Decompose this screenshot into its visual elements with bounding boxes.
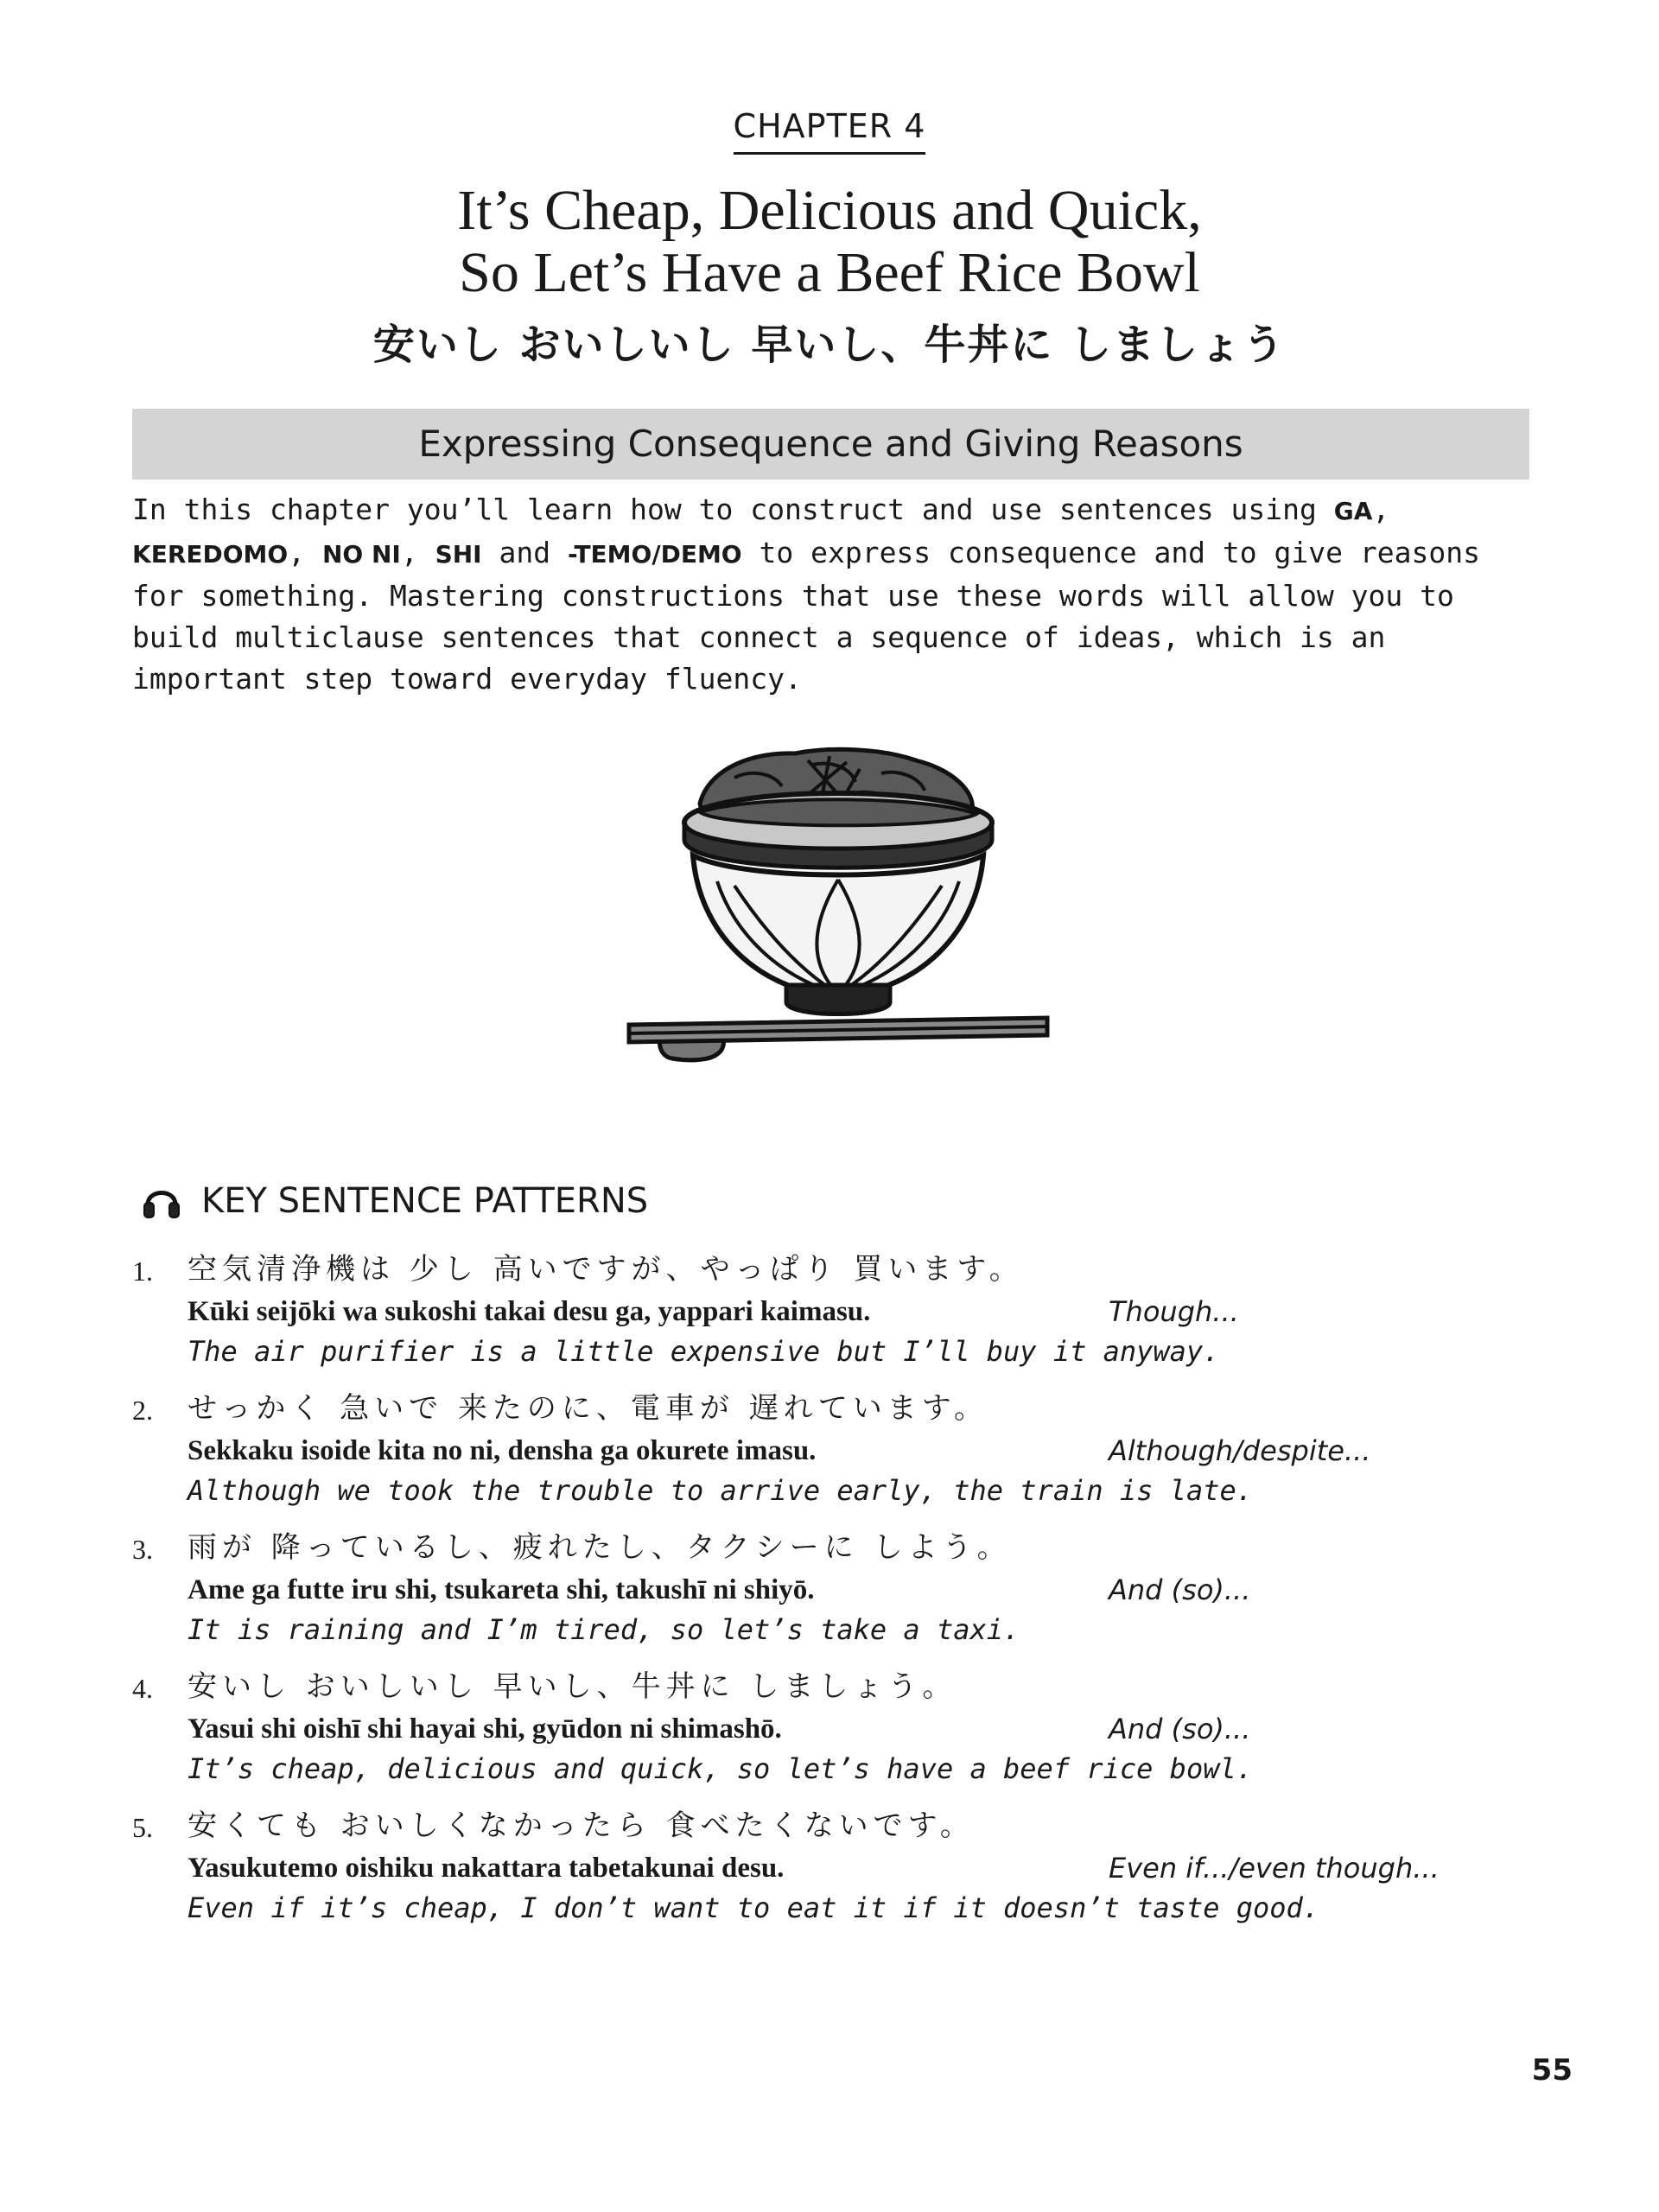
- item-number: 2.: [132, 1395, 153, 1426]
- section-heading: Expressing Consequence and Giving Reasons: [132, 409, 1529, 480]
- romaji-sentence: Kūki seijōki wa sukoshi takai desu ga, yappari kaimasu.: [188, 1296, 871, 1327]
- english-translation: Even if it’s cheap, I don’t want to eat it if it doesn’t taste good.: [188, 1891, 1320, 1924]
- grammar-note: And (so)...: [1109, 1713, 1251, 1745]
- romaji-sentence: Ame ga futte iru shi, tsukareta shi, takushī ni shiyō.: [188, 1574, 815, 1605]
- intro-text: ,: [288, 536, 322, 569]
- intro-text: and: [481, 536, 568, 569]
- keyword-temo-demo: -TEMO/DEMO: [567, 540, 742, 569]
- intro-text: ,: [400, 536, 435, 569]
- list-item: [132, 1527, 1549, 1666]
- keyword-ga: GA: [1333, 497, 1373, 525]
- key-sentence-list: [132, 1249, 1549, 1944]
- key-sentence-patterns-header: [141, 1175, 648, 1227]
- chapter-title-line-2: So Let’s Have a Beef Rice Bowl: [459, 241, 1200, 304]
- english-translation: It is raining and I’m tired, so let’s take a taxi.: [188, 1613, 1020, 1646]
- keyword-shi: SHI: [435, 540, 482, 569]
- intro-paragraph: [132, 489, 1532, 700]
- grammar-note: Though...: [1109, 1295, 1239, 1328]
- chapter-title-japanese: 安いし おいしいし 早いし、牛丼に しましょう: [372, 321, 1287, 369]
- list-item: [132, 1249, 1549, 1388]
- japanese-sentence: 安いし おいしいし 早いし、牛丼に しましょう。: [188, 1669, 957, 1704]
- intro-text: ,: [1372, 493, 1390, 526]
- chapter-label: [0, 107, 1659, 155]
- item-number: 4.: [132, 1673, 153, 1704]
- headphones-icon: [141, 1180, 182, 1222]
- intro-text: In this chapter you’ll learn how to construct and use sentences using: [132, 493, 1334, 526]
- grammar-note: Even if.../even though...: [1109, 1852, 1440, 1885]
- japanese-sentence: 空気清浄機は 少し 高いですが、やっぱり 買います。: [188, 1252, 1024, 1287]
- romaji-sentence: Sekkaku isoide kita no ni, densha ga okurete imasu.: [188, 1435, 817, 1466]
- key-sentence-patterns-title: KEY SENTENCE PATTERNS: [201, 1181, 649, 1221]
- intro-text: to express consequence and to give reasons for something. Mastering constructions that use these words will allow you to build multiclause sentences that connect a sequence of ideas, which is an important step toward everyday fluency.: [132, 536, 1480, 696]
- list-item: [132, 1388, 1549, 1527]
- list-item: [132, 1666, 1549, 1805]
- japanese-sentence: せっかく 急いで 来たのに、電車が 遅れています。: [188, 1391, 989, 1426]
- romaji-sentence: Yasui shi oishī shi hayai shi, gyūdon ni shimashō.: [188, 1713, 782, 1745]
- chapter-title: [0, 180, 1659, 304]
- item-number: 5.: [132, 1812, 153, 1843]
- beef-rice-bowl-icon: [622, 743, 1054, 1071]
- chapter-label-text: CHAPTER 4: [734, 107, 926, 155]
- japanese-sentence: 雨が 降っているし、疲れたし、タクシーに しよう。: [188, 1530, 1012, 1565]
- item-number: 1.: [132, 1255, 153, 1287]
- grammar-note: And (so)...: [1109, 1573, 1251, 1606]
- grammar-note: Although/despite...: [1109, 1434, 1371, 1467]
- english-translation: Although we took the trouble to arrive early, the train is late.: [188, 1474, 1253, 1507]
- english-translation: It’s cheap, delicious and quick, so let’s have a beef rice bowl.: [188, 1752, 1253, 1785]
- list-item: [132, 1805, 1549, 1944]
- romaji-sentence: Yasukutemo oishiku nakattara tabetakunai desu.: [188, 1853, 785, 1884]
- keyword-no-ni: NO NI: [321, 540, 401, 569]
- page-number: 55: [1531, 2053, 1573, 2088]
- keyword-keredomo: KEREDOMO: [132, 540, 289, 569]
- chapter-title-line-1: It’s Cheap, Delicious and Quick,: [457, 179, 1202, 242]
- item-number: 3.: [132, 1534, 153, 1565]
- english-translation: The air purifier is a little expensive but I’ll buy it anyway.: [188, 1335, 1220, 1368]
- japanese-sentence: 安くても おいしくなかったら 食べたくないです。: [188, 1808, 975, 1843]
